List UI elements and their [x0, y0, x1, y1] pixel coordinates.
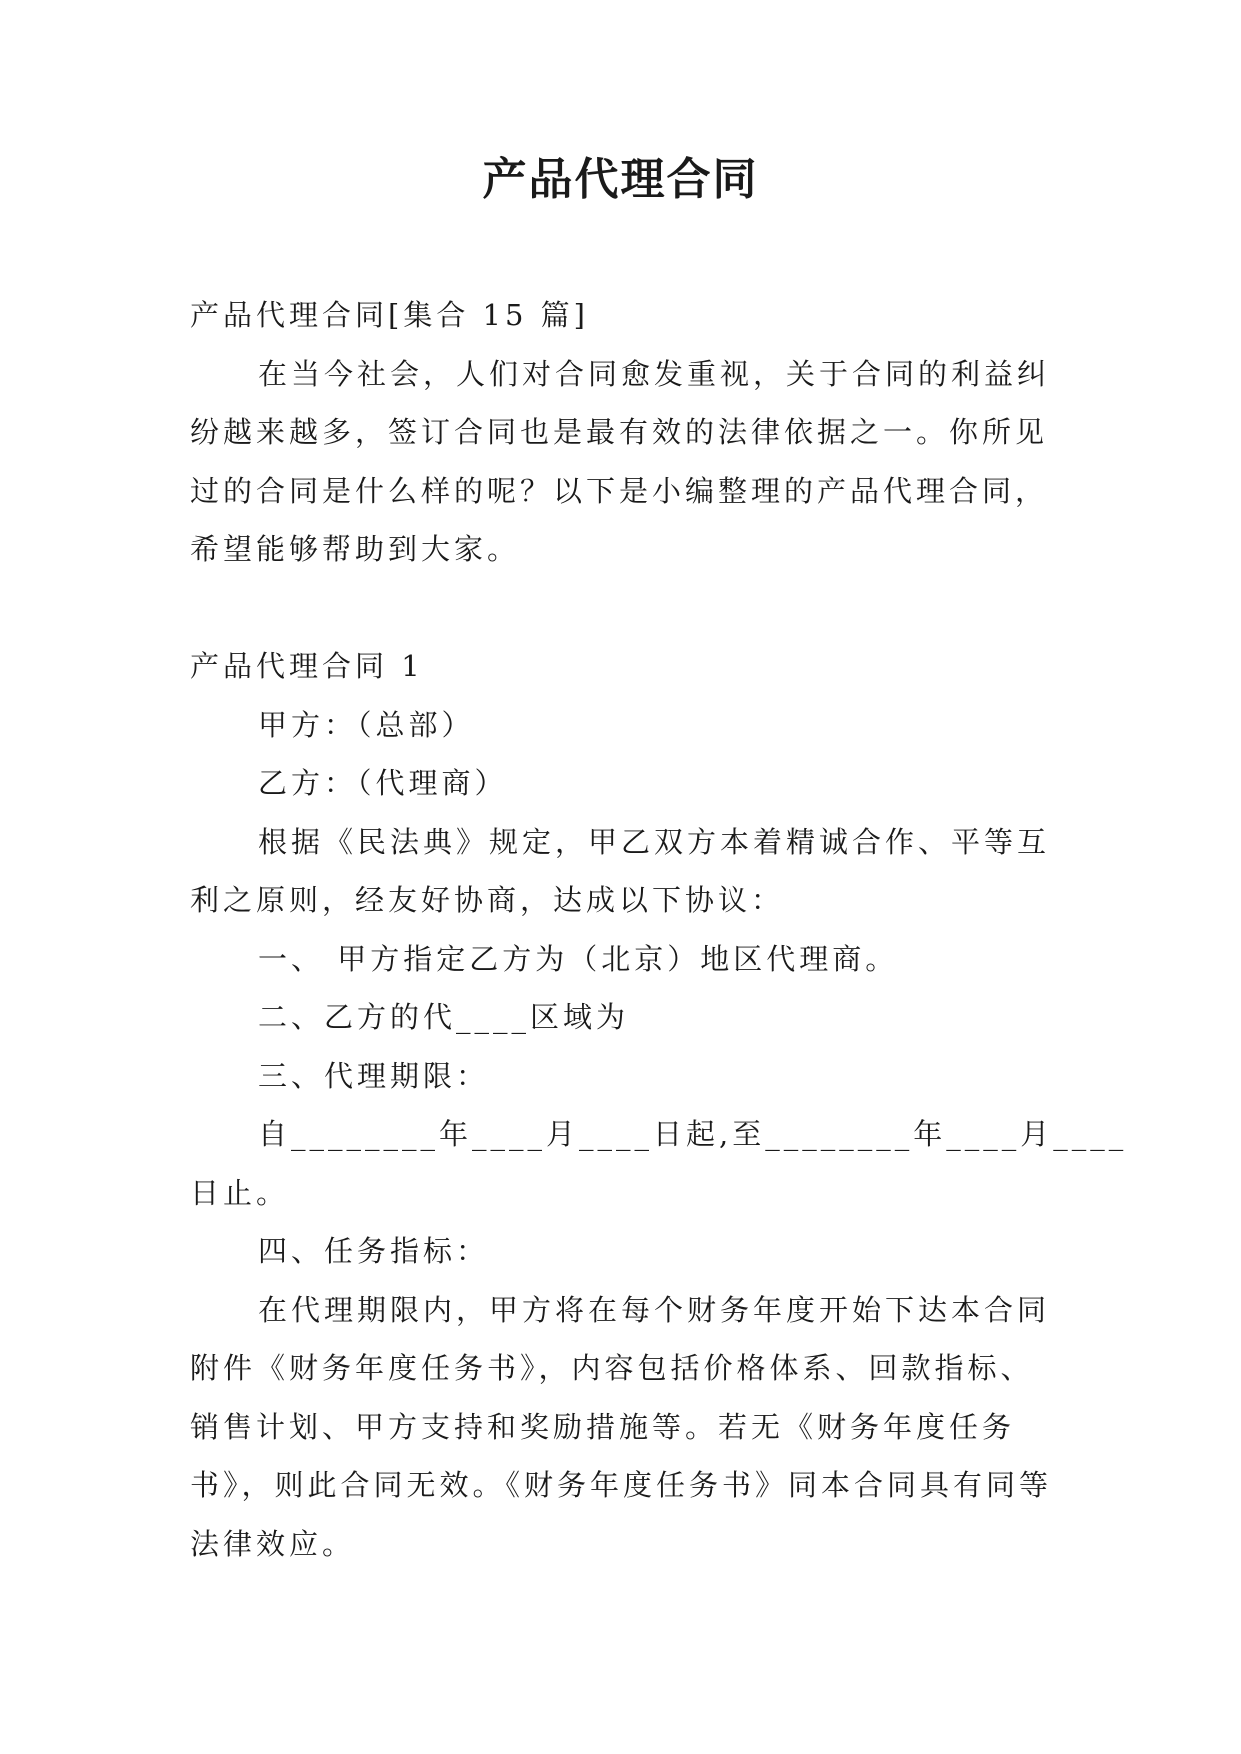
task-line: 附件《财务年度任务书》，内容包括价格体系、回款指标、: [190, 1351, 1034, 1385]
party-a-line: 甲方：（总部）: [258, 707, 475, 742]
task-line: 销售计划、甲方支持和奖励措施等。若无《财务年度任务: [190, 1409, 1016, 1444]
section-heading: 产品代理合同 1: [190, 649, 424, 683]
task-line: 法律效应。: [190, 1526, 356, 1561]
period-line: 自________年____月____日起,至________年____月____: [258, 1117, 1128, 1151]
clause-1: 一、 甲方指定乙方为（北京）地区代理商。: [258, 941, 899, 976]
party-b-line: 乙方：（代理商）: [258, 766, 508, 800]
document-subtitle: 产品代理合同[集合 15 篇]: [190, 298, 589, 332]
clause-3: 三、代理期限：: [258, 1058, 490, 1093]
document-body: [190, 286, 1128, 1573]
clause-4: 四、任务指标：: [258, 1234, 490, 1268]
intro-line: 纷越来越多，签订合同也是最有效的法律依据之一。你所见: [190, 415, 1049, 449]
intro-line: 在当今社会，人们对合同愈发重视，关于合同的利益纠: [258, 356, 1051, 391]
task-line: 书》，则此合同无效。《财务年度任务书》同本合同具有同等: [190, 1468, 1053, 1502]
intro-line: 过的合同是什么样的呢？以下是小编整理的产品代理合同，: [190, 473, 1049, 508]
document-title: 产品代理合同: [482, 154, 759, 205]
period-line: 日止。: [190, 1175, 290, 1210]
basis-line: 利之原则，经友好协商，达成以下协议：: [190, 883, 785, 917]
clause-2: 二、乙方的代____区域为: [258, 1000, 630, 1034]
task-line: 在代理期限内，甲方将在每个财务年度开始下达本合同: [258, 1292, 1051, 1327]
paragraph-gap: [190, 579, 1060, 638]
intro-line: 希望能够帮助到大家。: [190, 532, 521, 566]
basis-line: 根据《民法典》规定，甲乙双方本着精诚合作、平等互: [258, 824, 1051, 859]
